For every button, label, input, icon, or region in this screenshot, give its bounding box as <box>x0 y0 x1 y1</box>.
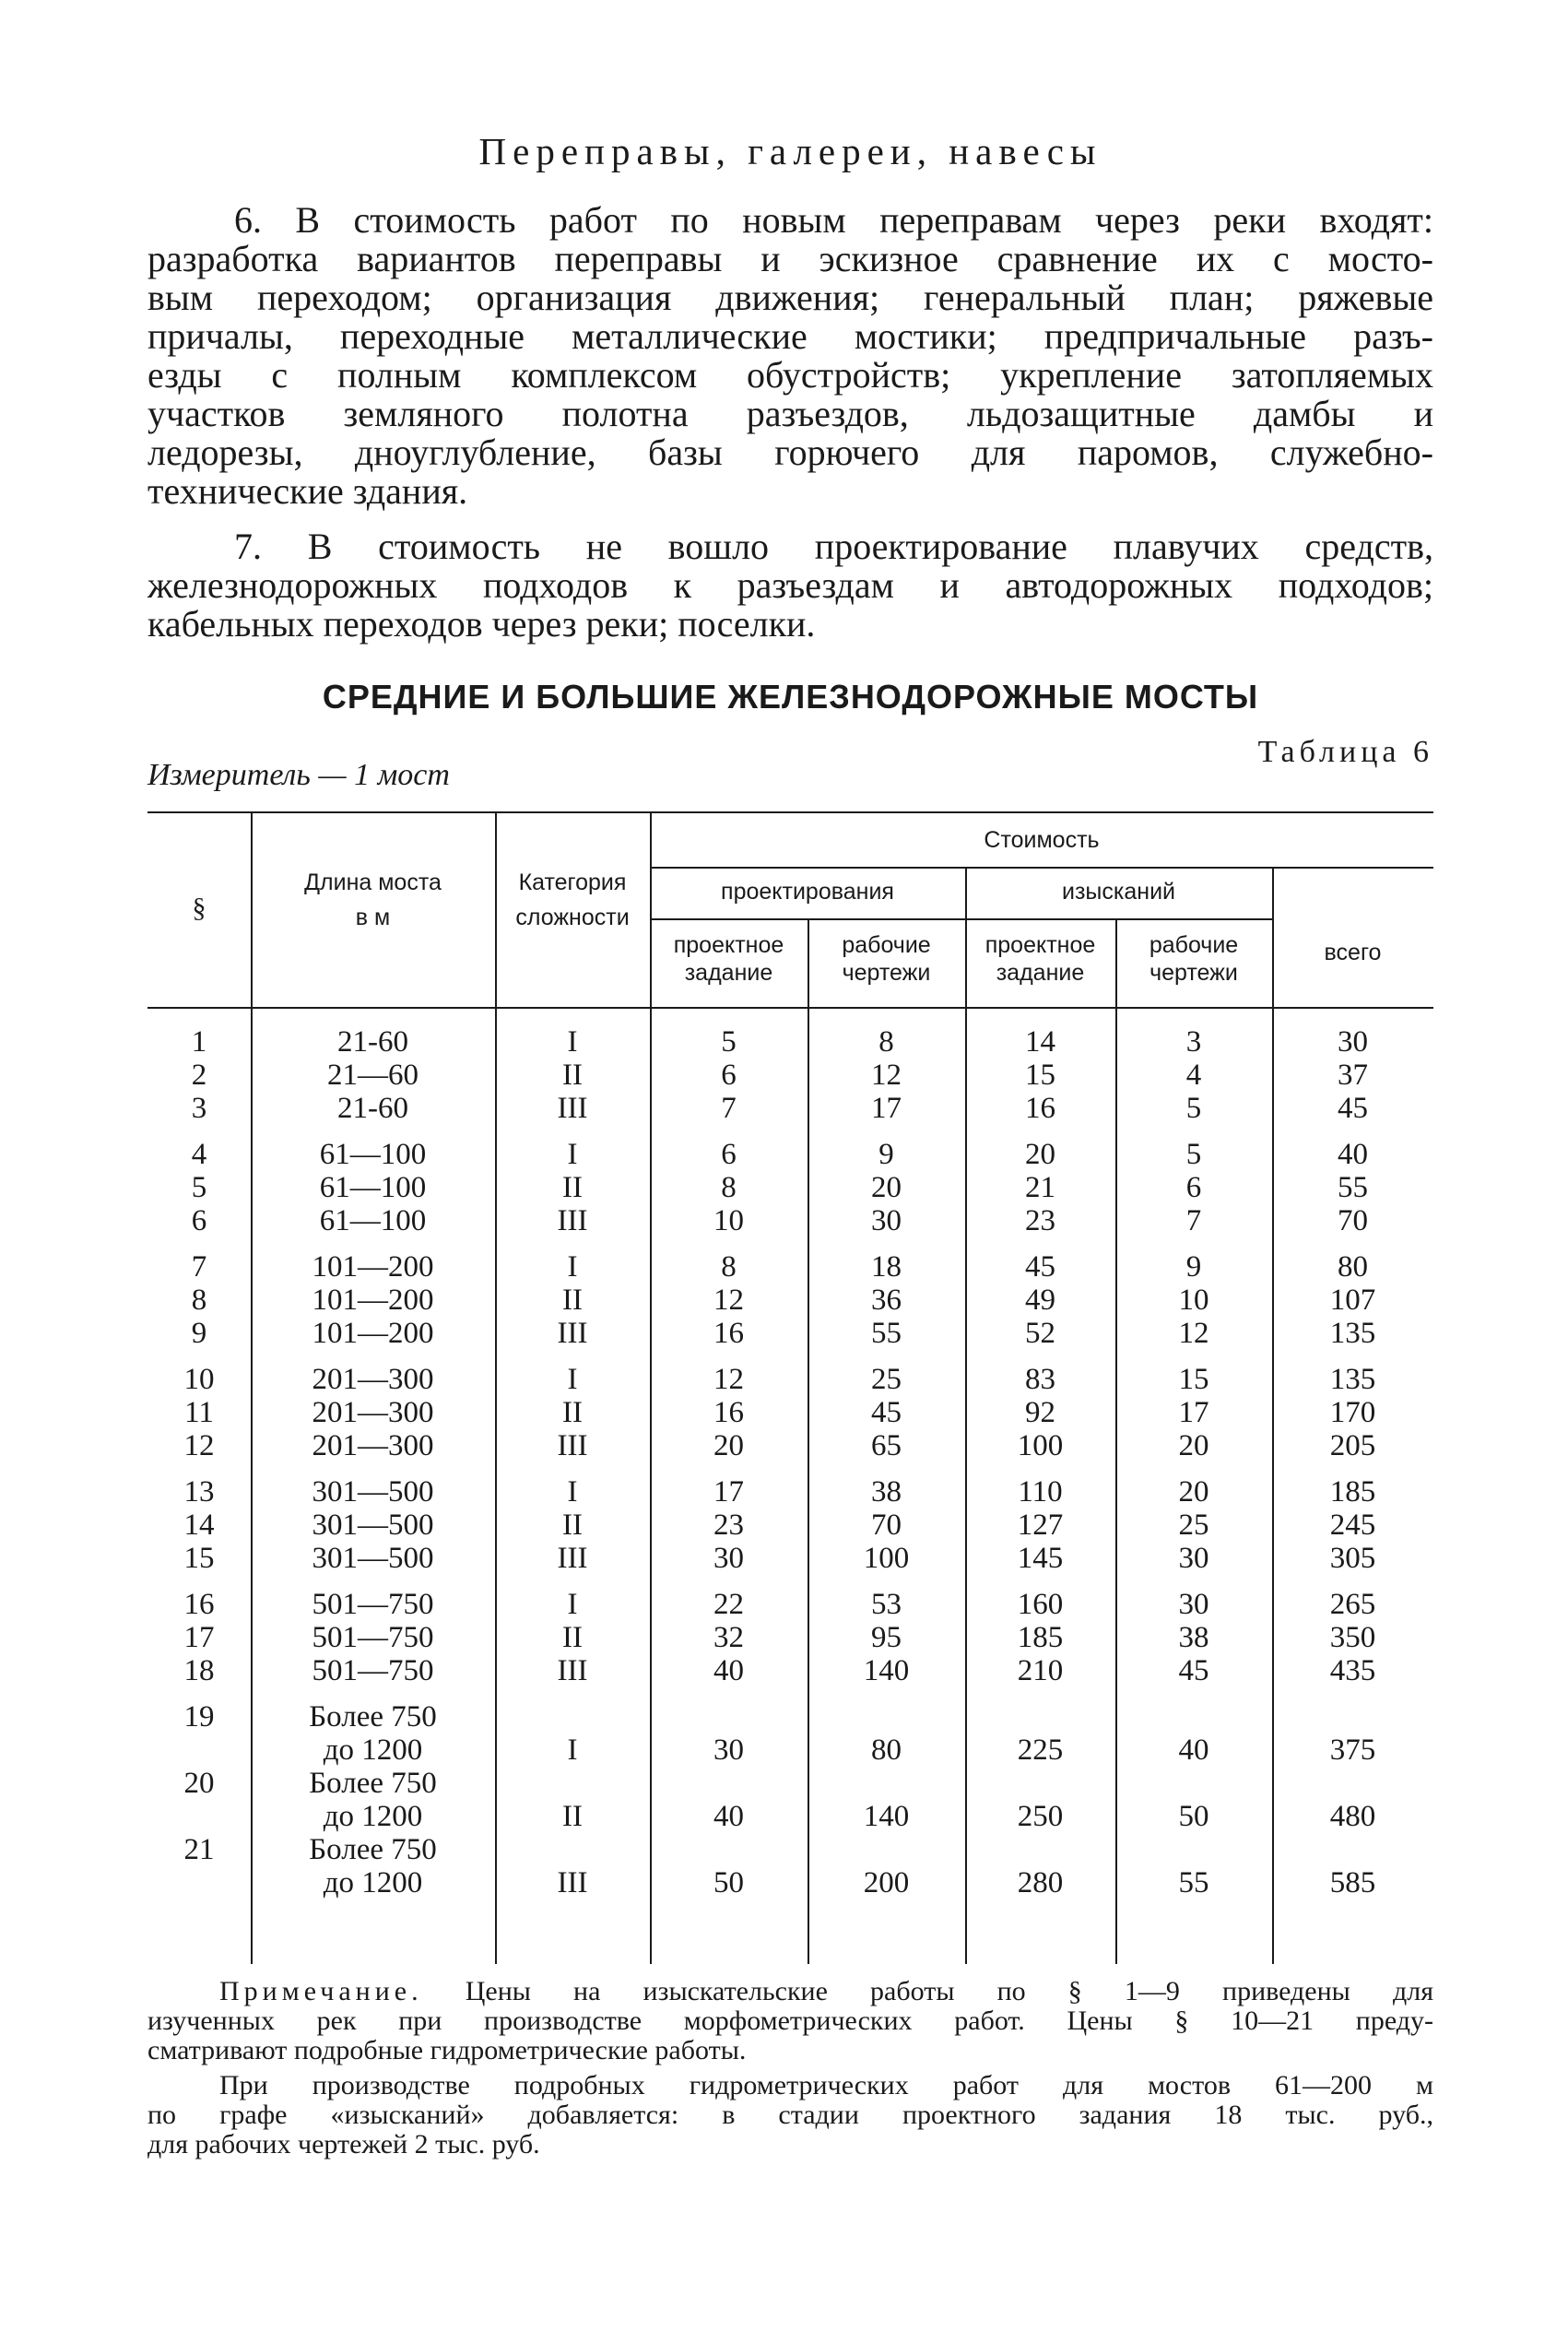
bridge-cost-table <box>147 811 1433 1964</box>
cell-ir: 15 <box>1178 1363 1209 1396</box>
cell-iz: 210 <box>1017 1654 1064 1687</box>
note-line: по графе «изысканий» добавляется: в стадии проектного задания 18 тыс. руб., <box>147 2100 1433 2130</box>
cell-tot: 265 <box>1329 1588 1376 1621</box>
cell-n: 17 <box>183 1621 215 1654</box>
cell-len: 21-60 <box>337 1025 408 1059</box>
cell-n: 8 <box>191 1284 207 1317</box>
cell-iz: 92 <box>1025 1396 1055 1429</box>
cell-length <box>251 1700 495 1767</box>
cell-iz: 250 <box>1017 1800 1064 1833</box>
cell-ir: 25 <box>1178 1509 1209 1542</box>
header-total: всего <box>1324 940 1382 965</box>
cell-n: 9 <box>191 1317 207 1350</box>
cell-tot: 80 <box>1338 1250 1368 1284</box>
cell-len: 61—100 <box>319 1138 427 1171</box>
cell-len: 201—300 <box>312 1396 434 1429</box>
cell-len: 201—300 <box>312 1429 434 1462</box>
cell-rc: 70 <box>871 1509 902 1542</box>
cell-ir: 9 <box>1185 1250 1202 1284</box>
header-length <box>251 869 495 931</box>
cell-pz: 30 <box>713 1733 744 1767</box>
cell-ir: 5 <box>1185 1092 1202 1125</box>
cell-len: 501—750 <box>312 1621 434 1654</box>
header-cost: Стоимость <box>984 827 1100 853</box>
cell-n: 1 <box>191 1025 207 1059</box>
cell-n: 20 <box>183 1767 215 1800</box>
cell-tot: 375 <box>1329 1733 1376 1767</box>
cell-n: 12 <box>183 1429 215 1462</box>
cell-iz: 145 <box>1017 1542 1064 1575</box>
header-design: проектирования <box>721 879 894 905</box>
cell-rc: 200 <box>863 1866 910 1899</box>
cell-rc: 53 <box>871 1588 902 1621</box>
cell-len: 101—200 <box>312 1284 434 1317</box>
cell-tot: 185 <box>1329 1475 1376 1509</box>
header-length-line: Длина моста <box>304 870 442 895</box>
header-category-line: сложности <box>515 905 630 930</box>
cell-iz: 15 <box>1025 1059 1055 1092</box>
cell-len: 101—200 <box>312 1317 434 1350</box>
cell-cat: II <box>562 1621 583 1654</box>
cell-pz: 50 <box>713 1866 744 1899</box>
cell-iz: 45 <box>1025 1250 1055 1284</box>
cell-tot: 45 <box>1338 1092 1368 1125</box>
header-design-task <box>650 931 808 987</box>
cell-n: 3 <box>191 1092 207 1125</box>
paragraph-line: езды с полным комплексом обустройств; укрепление затопляемых <box>147 354 1433 396</box>
cell-tot: 305 <box>1329 1542 1376 1575</box>
cell-n: 16 <box>183 1588 215 1621</box>
cell-ir: 12 <box>1178 1317 1209 1350</box>
cell-len: 21-60 <box>337 1092 408 1125</box>
cell-ir: 30 <box>1178 1588 1209 1621</box>
cell-cat: I <box>567 1025 578 1059</box>
cell-len: 21—60 <box>327 1059 419 1092</box>
cell-n: 19 <box>183 1700 215 1733</box>
cell-len: 501—750 <box>312 1588 434 1621</box>
cell-n: 5 <box>191 1171 207 1204</box>
cell-cat: II <box>562 1059 583 1092</box>
cell-len: 101—200 <box>312 1250 434 1284</box>
cell-pz: 6 <box>721 1059 737 1092</box>
cell-tot: 350 <box>1329 1621 1376 1654</box>
cell-len: 61—100 <box>319 1171 427 1204</box>
note-label: Примечание. <box>219 1976 423 2006</box>
cell-cat: I <box>567 1250 578 1284</box>
cell-length-line: до 1200 <box>323 1800 423 1833</box>
cell-rc: 17 <box>871 1092 902 1125</box>
cell-n: 6 <box>191 1204 207 1237</box>
cell-tot: 37 <box>1338 1059 1368 1092</box>
header-line: чертежи <box>1149 960 1238 986</box>
cell-len: 501—750 <box>312 1654 434 1687</box>
cell-length-line: до 1200 <box>323 1866 423 1899</box>
cell-ir: 20 <box>1178 1429 1209 1462</box>
cell-pz: 12 <box>713 1284 744 1317</box>
cell-pz: 10 <box>713 1204 744 1237</box>
cell-n: 2 <box>191 1059 207 1092</box>
cell-rc: 80 <box>871 1733 902 1767</box>
header-category-line: Категория <box>518 870 627 895</box>
cell-n: 4 <box>191 1138 207 1171</box>
cell-iz: 49 <box>1025 1284 1055 1317</box>
cell-cat: II <box>562 1396 583 1429</box>
cell-tot: 585 <box>1329 1866 1376 1899</box>
cell-ir: 50 <box>1178 1800 1209 1833</box>
cell-length-line: Более 750 <box>309 1833 437 1866</box>
note-line <box>147 1977 1433 2006</box>
note-line: для рабочих чертежей 2 тыс. руб. <box>147 2129 540 2159</box>
header-survey: изысканий <box>1061 879 1176 905</box>
cell-iz: 160 <box>1017 1588 1064 1621</box>
cell-n: 21 <box>183 1833 215 1866</box>
cell-ir: 38 <box>1178 1621 1209 1654</box>
cell-pz: 12 <box>713 1363 744 1396</box>
cell-iz: 100 <box>1017 1429 1064 1462</box>
header-line: проектное <box>673 932 784 958</box>
cell-rc: 140 <box>863 1800 910 1833</box>
paragraph-line: 6. В стоимость работ по новым переправам через реки входят: <box>234 199 1433 241</box>
table-top-rule <box>147 811 1433 813</box>
cell-rc: 9 <box>878 1138 894 1171</box>
cell-pz: 16 <box>713 1317 744 1350</box>
paragraph-line: вым переходом; организация движения; генеральный план; ряжевые <box>147 277 1433 318</box>
cell-n: 15 <box>183 1542 215 1575</box>
cell-pz: 32 <box>713 1621 744 1654</box>
paragraph-line: железнодорожных подходов к разъездам и автодорожных подходов; <box>147 564 1433 606</box>
cell-pz: 22 <box>713 1588 744 1621</box>
paragraph-line: 7. В стоимость не вошло проектирование плавучих средств, <box>234 526 1433 567</box>
cell-iz: 21 <box>1025 1171 1055 1204</box>
cell-tot: 30 <box>1338 1025 1368 1059</box>
cell-iz: 280 <box>1017 1866 1064 1899</box>
cell-ir: 45 <box>1178 1654 1209 1687</box>
cell-pz: 8 <box>721 1171 737 1204</box>
note-line: При производстве подробных гидрометрических работ для мостов 61—200 м <box>219 2070 1433 2100</box>
header-line: чертежи <box>842 960 931 986</box>
cell-ir: 3 <box>1185 1025 1202 1059</box>
cell-n: 18 <box>183 1654 215 1687</box>
cell-rc: 8 <box>878 1025 894 1059</box>
cell-cat: III <box>557 1317 588 1350</box>
note-text: Цены на изыскательские работы по § 1—9 приведены для <box>465 1976 1433 2006</box>
cell-tot: 435 <box>1329 1654 1376 1687</box>
cell-tot: 107 <box>1329 1284 1376 1317</box>
cell-len: 301—500 <box>312 1542 434 1575</box>
cell-cat: III <box>557 1542 588 1575</box>
cell-pz: 7 <box>721 1092 737 1125</box>
cell-tot: 480 <box>1329 1800 1376 1833</box>
cell-iz: 127 <box>1017 1509 1064 1542</box>
cell-rc: 18 <box>871 1250 902 1284</box>
cell-tot: 170 <box>1329 1396 1376 1429</box>
cell-iz: 110 <box>1018 1475 1063 1509</box>
cell-cat: III <box>557 1866 588 1899</box>
cell-pz: 17 <box>713 1475 744 1509</box>
cell-rc: 55 <box>871 1317 902 1350</box>
cell-iz: 225 <box>1017 1733 1064 1767</box>
paragraph-line: причалы, переходные металлические мостики; предпричальные разъ- <box>147 315 1433 357</box>
cell-len: 201—300 <box>312 1363 434 1396</box>
cell-ir: 55 <box>1178 1866 1209 1899</box>
cell-rc: 25 <box>871 1363 902 1396</box>
cell-pz: 40 <box>713 1654 744 1687</box>
cell-cat: I <box>567 1363 578 1396</box>
cell-ir: 17 <box>1178 1396 1209 1429</box>
cell-rc: 12 <box>871 1059 902 1092</box>
cell-tot: 40 <box>1338 1138 1368 1171</box>
cell-rc: 140 <box>863 1654 910 1687</box>
cell-n: 10 <box>183 1363 215 1396</box>
header-survey-drawings <box>1115 931 1272 987</box>
header-category <box>495 869 650 931</box>
cell-tot: 55 <box>1338 1171 1368 1204</box>
note-line: изученных рек при производстве морфометрических работ. Цены § 10—21 преду- <box>147 2006 1433 2036</box>
cell-cat: I <box>567 1733 578 1767</box>
cell-cat: I <box>567 1588 578 1621</box>
paragraph-line: ледорезы, дноуглубление, базы горючего для паромов, служебно- <box>147 432 1433 473</box>
cell-length-line: Более 750 <box>309 1767 437 1800</box>
header-line: рабочие <box>1149 932 1239 958</box>
cell-tot: 135 <box>1329 1363 1376 1396</box>
paragraph-line: кабельных переходов через реки; поселки. <box>147 603 816 645</box>
cell-ir: 6 <box>1185 1171 1202 1204</box>
cell-pz: 40 <box>713 1800 744 1833</box>
cell-ir: 30 <box>1178 1542 1209 1575</box>
cell-tot: 245 <box>1329 1509 1376 1542</box>
cell-pz: 6 <box>721 1138 737 1171</box>
cell-length-line: Более 750 <box>309 1700 437 1733</box>
cell-tot: 70 <box>1338 1204 1368 1237</box>
cell-cat: III <box>557 1429 588 1462</box>
cell-cat: I <box>567 1138 578 1171</box>
cell-length-line: до 1200 <box>323 1733 423 1767</box>
cell-cat: III <box>557 1092 588 1125</box>
cost-header-rule <box>650 867 1433 869</box>
paragraph-line: участков земляного полотна разъездов, льдозащитные дамбы и <box>147 393 1433 434</box>
cell-ir: 40 <box>1178 1733 1209 1767</box>
table-note <box>147 1977 1433 2065</box>
cell-cat: II <box>562 1171 583 1204</box>
table-meter: Измеритель — 1 мост <box>147 758 450 792</box>
header-line: задание <box>684 960 773 986</box>
header-line: проектное <box>984 932 1096 958</box>
cell-pz: 30 <box>713 1542 744 1575</box>
header-survey-task <box>965 931 1115 987</box>
cell-cat: III <box>557 1204 588 1237</box>
cell-pz: 8 <box>721 1250 737 1284</box>
cell-iz: 23 <box>1025 1204 1055 1237</box>
cell-tot: 205 <box>1329 1429 1376 1462</box>
paragraph-line: технические здания. <box>147 470 468 512</box>
cell-len: 301—500 <box>312 1475 434 1509</box>
cell-tot: 135 <box>1329 1317 1376 1350</box>
cell-rc: 45 <box>871 1396 902 1429</box>
cell-len: 61—100 <box>319 1204 427 1237</box>
header-line: задание <box>996 960 1085 986</box>
cell-pz: 20 <box>713 1429 744 1462</box>
cell-len: 301—500 <box>312 1509 434 1542</box>
cell-rc: 30 <box>871 1204 902 1237</box>
cell-ir: 7 <box>1185 1204 1202 1237</box>
cell-rc: 100 <box>863 1542 910 1575</box>
cell-iz: 20 <box>1025 1138 1055 1171</box>
cell-n: 13 <box>183 1475 215 1509</box>
section-title: Переправы, галереи, навесы <box>478 130 1102 172</box>
cell-length <box>251 1767 495 1833</box>
cell-cat: II <box>562 1284 583 1317</box>
cell-rc: 20 <box>871 1171 902 1204</box>
header-line: рабочие <box>842 932 931 958</box>
cell-rc: 36 <box>871 1284 902 1317</box>
cell-ir: 5 <box>1185 1138 1202 1171</box>
cell-pz: 16 <box>713 1396 744 1429</box>
cell-iz: 14 <box>1025 1025 1055 1059</box>
cell-cat: III <box>557 1654 588 1687</box>
table-note-2 <box>147 2071 1433 2159</box>
paragraph-7 <box>147 527 1433 644</box>
cell-rc: 38 <box>871 1475 902 1509</box>
cell-rc: 65 <box>871 1429 902 1462</box>
cell-iz: 52 <box>1025 1317 1055 1350</box>
cell-cat: II <box>562 1800 583 1833</box>
cell-pz: 5 <box>721 1025 737 1059</box>
cell-length <box>251 1833 495 1899</box>
paragraph-line: разработка вариантов переправы и эскизное сравнение их с мосто- <box>147 238 1433 279</box>
cell-ir: 4 <box>1185 1059 1202 1092</box>
cell-iz: 16 <box>1025 1092 1055 1125</box>
header-design-drawings <box>808 931 965 987</box>
header-paragraph: § <box>192 893 206 923</box>
header-bottom-rule <box>147 1007 1433 1009</box>
cell-cat: I <box>567 1475 578 1509</box>
cell-n: 14 <box>183 1509 215 1542</box>
note-line: сматривают подробные гидрометрические работы. <box>147 2035 747 2065</box>
header-length-unit: в м <box>355 905 391 930</box>
cell-n: 11 <box>184 1396 214 1429</box>
cell-n: 7 <box>191 1250 207 1284</box>
cell-pz: 23 <box>713 1509 744 1542</box>
cell-iz: 83 <box>1025 1363 1055 1396</box>
cell-cat: II <box>562 1509 583 1542</box>
table-title: СРЕДНИЕ И БОЛЬШИЕ ЖЕЛЕЗНОДОРОЖНЫЕ МОСТЫ <box>322 678 1259 716</box>
cell-ir: 10 <box>1178 1284 1209 1317</box>
cell-rc: 95 <box>871 1621 902 1654</box>
cell-iz: 185 <box>1017 1621 1064 1654</box>
table-number: Таблица 6 <box>1257 735 1433 769</box>
subheader-rule <box>650 918 1272 920</box>
cell-ir: 20 <box>1178 1475 1209 1509</box>
paragraph-6 <box>147 201 1433 511</box>
